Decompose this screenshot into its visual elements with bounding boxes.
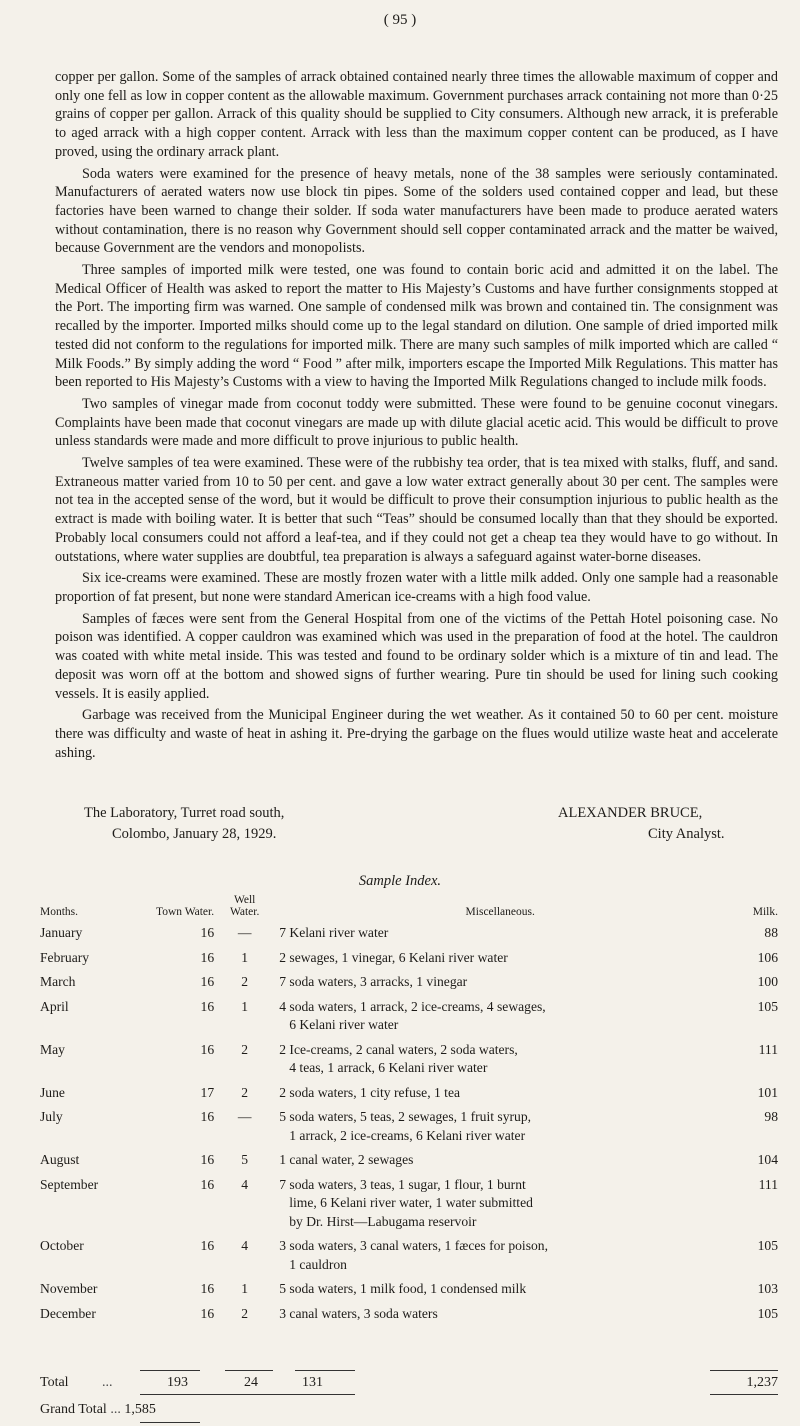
misc-line: 2 soda waters, 1 city refuse, 1 tea	[279, 1084, 461, 1100]
misc-line: 6 Kelani river water	[289, 1017, 399, 1032]
page-number: ( 95 )	[383, 12, 417, 28]
table-row	[40, 1299, 778, 1324]
month-cell: September	[40, 1176, 99, 1192]
well-water-cell: —	[237, 925, 252, 940]
well-water-cell: 4	[241, 1238, 249, 1253]
table-row	[40, 1170, 778, 1232]
paragraph: Two samples of vinegar made from coconut toddy were submitted. These were found to be genuine coconut vinegars. Complaints have been made that coconut vinegars are made up with dilute glacial acetic acid. This would be difficult to prove unless standards were made and more difficult to prove injurious to public health.	[55, 395, 778, 450]
header-milk: Milk.	[752, 906, 778, 918]
misc-line: lime, 6 Kelani river water, 1 water submitted	[289, 1195, 533, 1210]
milk-cell: 106	[757, 949, 778, 965]
total-misc: 131	[302, 1375, 323, 1390]
well-water-cell: 2	[241, 1084, 249, 1100]
town-water-cell: 16	[200, 1305, 215, 1321]
header-well-water: Well Water.	[229, 894, 260, 918]
miscellaneous-cell	[269, 992, 731, 1035]
well-water-cell: 2	[241, 974, 249, 989]
misc-line: 4 soda waters, 1 arrack, 2 ice-creams, 4 sewages,	[279, 998, 546, 1014]
miscellaneous-cell	[269, 1231, 731, 1274]
total-label: Total	[40, 1375, 69, 1390]
milk-cell: 103	[757, 1281, 778, 1296]
well-water-cell: 1	[241, 1281, 249, 1296]
paragraph: Three samples of imported milk were tested, one was found to contain boric acid and admitted it on the label. The Medical Officer of Health was asked to report the matter to His Majesty’s Customs and have further consignments stopped at the Port. The importing firm was warned. One sample of condensed milk was brown and contained tin. The consignment was recalled by the importer. Imported milks should come up to the legal standard on dilution. One sample of dried imported milk tested did not conform to the regulations for imported milk. There are many such samples of milk imported which are called “ Milk Foods.” By simply adding the word “ Food ” after milk, importers escape the Imported Milk Regulations. This matter has been reported to His Majesty’s Customs with a view to having the Imported Milk Regulations changed to include milk foods.	[55, 262, 778, 391]
town-water-cell: 16	[200, 1152, 215, 1167]
milk-cell: 105	[757, 1238, 778, 1253]
table-row	[40, 1078, 778, 1103]
miscellaneous-cell	[269, 1102, 731, 1145]
misc-line: 2 Ice-creams, 2 canal waters, 2 soda waters,	[279, 1041, 518, 1057]
paragraph: Soda waters were examined for the presence of heavy metals, none of the 38 samples were seriously contaminated. Manufacturers of aerated waters now use block tin pipes. Some of the solders used contained copper and lead, but these factories have been warned to change their solder. If soda water manufacturers have been made to produce aerated waters without contamination, there is no reason why Government should sell copper contaminated arrack and the matter be waived, because Government are the vendors and monopolists.	[55, 165, 778, 257]
town-water-cell: 16	[200, 998, 215, 1014]
miscellaneous-cell	[269, 1170, 731, 1232]
well-water-cell: —	[237, 1109, 252, 1124]
sample-index-table	[40, 884, 778, 1323]
total-well: 24	[244, 1375, 258, 1390]
paragraph: Garbage was received from the Municipal Engineer during the wet weather. As it contained 50 to 60 per cent. moisture there was difficulty and waste of heat in ashing it. Pre-drying the garbage on the flues would utilize waste heat and accelerate ashing.	[55, 707, 778, 761]
well-water-cell: 5	[241, 1152, 249, 1167]
miscellaneous-cell	[269, 943, 731, 968]
misc-line: by Dr. Hirst—Labugama reservoir	[289, 1213, 477, 1229]
sample-index-title: Sample Index.	[358, 873, 442, 889]
misc-line: 3 canal waters, 3 soda waters	[279, 1305, 438, 1321]
miscellaneous-cell	[269, 1145, 731, 1170]
table-row	[40, 918, 778, 943]
misc-line: 7 soda waters, 3 arracks, 1 vinegar	[279, 974, 468, 989]
milk-cell: 105	[757, 998, 778, 1014]
grand-total-rule	[140, 1422, 200, 1423]
header-months: Months.	[40, 906, 79, 918]
table-row	[40, 992, 778, 1035]
paragraph: copper per gallon. Some of the samples of arrack obtained contained nearly three times the allowable maximum of copper and only one fell as low in copper content as the allowable maximum. Government purchases arrack containing not more than 0·25 grains of copper per gallon. Arrack of this quality should be supplied to City consumers. Although new arrack, it is preferable to aged arrack with a high copper content. Arrack with less than the maximum copper content can be produced, as I have proved, using the ordinary arrack plant.	[55, 69, 778, 160]
total-rule-bottom	[140, 1394, 355, 1395]
month-cell: November	[40, 1281, 98, 1296]
month-cell: May	[40, 1041, 65, 1057]
header-miscellaneous: Miscellaneous.	[465, 906, 535, 918]
table-row	[40, 1145, 778, 1170]
total-rule-milk	[710, 1370, 778, 1371]
total-town: 193	[167, 1375, 188, 1390]
well-water-cell: 1	[241, 949, 249, 965]
well-water-cell: 2	[241, 1305, 249, 1321]
town-water-cell: 17	[200, 1084, 215, 1100]
town-water-cell: 16	[200, 1041, 215, 1057]
miscellaneous-cell	[269, 967, 731, 992]
month-cell: December	[40, 1305, 96, 1321]
miscellaneous-cell	[269, 1078, 731, 1103]
misc-line: 5 soda waters, 5 teas, 2 sewages, 1 fruit syrup,	[279, 1109, 532, 1124]
table-row	[40, 1231, 778, 1274]
misc-line: 7 Kelani river water	[279, 925, 389, 940]
grand-total-value: 1,585	[124, 1402, 156, 1417]
town-water-cell: 16	[200, 1281, 215, 1296]
misc-line: 5 soda waters, 1 milk food, 1 condensed milk	[279, 1281, 527, 1296]
month-cell: April	[40, 998, 69, 1014]
total-rule-milk-bottom	[710, 1394, 778, 1395]
paragraph: Samples of fæces were sent from the General Hospital from one of the victims of the Pettah Hotel poisoning case. No poison was identified. A copper cauldron was examined which was used in the preparation of food at the hotel. The cauldron was coated with white metal inside. This was tested and found to be ordinary solder which is a mixture of tin and lead. The deposit was worn off at the bottom and showed signs of further wearing. Pure tin should be used for lining such cooking vessels. It is easily applied.	[55, 610, 778, 702]
miscellaneous-cell	[269, 1274, 731, 1299]
misc-line: 3 soda waters, 3 canal waters, 1 fæces for poison,	[279, 1238, 548, 1253]
month-cell: July	[40, 1109, 63, 1124]
town-water-cell: 16	[200, 949, 215, 965]
table-row	[40, 943, 778, 968]
paragraph: Twelve samples of tea were examined. These were of the rubbishy tea order, that is tea mixed with stalks, fluff, and sand. Extraneous matter varied from 10 to 50 per cent. and gave a low water extract generally about 30 per cent. The samples were not tea in the accepted sense of the word, but it would be difficult to prove their consumption injurious to public health as the extract is made with boiling water. It is better that such “Teas” should be consumed locally than that they should be exported. Probably local consumers could not afford a leaf-tea, and if they could not get a cheap tea they would have to go without. In outstations, where water supplies are doubtful, tea preparation is always a safeguard against water-borne diseases.	[55, 455, 778, 565]
milk-cell: 100	[757, 974, 778, 989]
town-water-cell: 16	[200, 1176, 215, 1192]
table-row	[40, 1035, 778, 1078]
total-milk: 1,237	[746, 1375, 778, 1390]
milk-cell: 104	[757, 1152, 778, 1167]
address-date: Colombo, January 28, 1929.	[112, 826, 277, 842]
milk-cell: 111	[758, 1176, 778, 1192]
month-cell: June	[40, 1084, 65, 1100]
miscellaneous-cell	[269, 918, 731, 943]
misc-line: 1 cauldron	[289, 1256, 347, 1272]
misc-line: 2 sewages, 1 vinegar, 6 Kelani river water	[279, 949, 508, 965]
address-line: The Laboratory, Turret road south,	[84, 805, 285, 821]
total-rule-well	[225, 1370, 273, 1371]
misc-line: 4 teas, 1 arrack, 6 Kelani river water	[289, 1060, 488, 1075]
month-cell: March	[40, 974, 76, 989]
month-cell: October	[40, 1238, 84, 1253]
grand-total-label: Grand Total	[40, 1402, 107, 1417]
town-water-cell: 16	[200, 974, 215, 989]
town-water-cell: 16	[200, 1109, 215, 1124]
milk-cell: 88	[764, 925, 778, 940]
well-water-cell: 1	[241, 998, 249, 1014]
town-water-cell: 16	[200, 1238, 215, 1253]
town-water-cell: 16	[200, 925, 215, 940]
month-cell: August	[40, 1152, 80, 1167]
milk-cell: 98	[764, 1109, 778, 1124]
month-cell: January	[40, 925, 83, 940]
well-water-cell: 2	[241, 1041, 249, 1057]
milk-cell: 111	[758, 1041, 778, 1057]
header-town-water: Town Water.	[156, 906, 215, 918]
signatory-name: ALEXANDER BRUCE,	[558, 805, 703, 821]
total-rule-misc	[295, 1370, 355, 1371]
body-text	[55, 68, 778, 765]
well-water-cell: 4	[241, 1176, 249, 1192]
miscellaneous-cell	[269, 1035, 731, 1078]
grand-total-row: Grand Total ... 1,585	[40, 1402, 156, 1417]
misc-line: 1 canal water, 2 sewages	[279, 1152, 414, 1167]
table-row	[40, 1102, 778, 1145]
milk-cell: 101	[757, 1084, 778, 1100]
miscellaneous-cell	[269, 1299, 731, 1324]
table-row	[40, 967, 778, 992]
signatory-title: City Analyst.	[648, 826, 725, 842]
month-cell: February	[40, 949, 90, 965]
paragraph: Six ice-creams were examined. These are mostly frozen water with a little milk added. Only one sample had a reasonable proportion of fat present, but none were standard American ice-creams with a high food value.	[55, 570, 778, 605]
misc-line: 1 arrack, 2 ice-creams, 6 Kelani river water	[289, 1127, 526, 1143]
milk-cell: 105	[757, 1305, 778, 1321]
signature-block	[84, 803, 778, 845]
misc-line: 7 soda waters, 3 teas, 1 sugar, 1 flour, 1 burnt	[279, 1176, 526, 1192]
table-row	[40, 1274, 778, 1299]
total-rule-town	[140, 1370, 200, 1371]
